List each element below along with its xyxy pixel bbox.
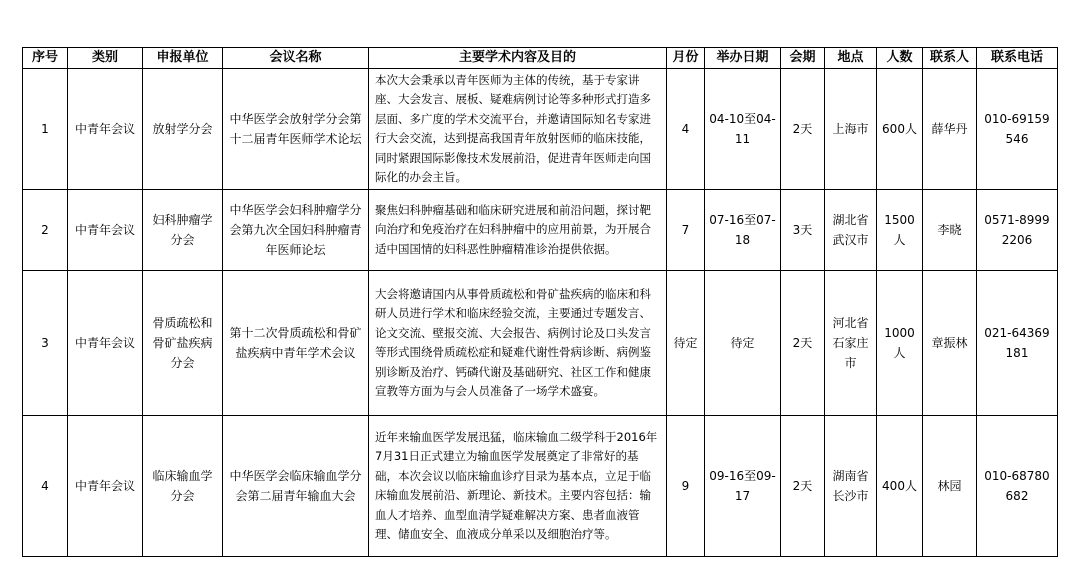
cell-purpose: 本次大会秉承以青年医师为主体的传统，基于专家讲座、大会发言、展板、疑难病例讨论等多种形式打造多层面、多广度的学术交流平台，并邀请国际知名专家进行大会交流，达到提高我国青年放射医师的临床技能，同时紧跟国际影像技术发展前沿，促进青年医师走向国际化的办会主旨。 (369, 69, 667, 190)
header-purpose: 主要学术内容及目的 (369, 48, 667, 69)
cell-purpose: 聚焦妇科肿瘤基础和临床研究进展和前沿问题，探讨靶向治疗和免疫治疗在妇科肿瘤中的应用前景，为开展合适中国国情的妇科恶性肿瘤精准诊治提供依据。 (369, 190, 667, 271)
header-contact: 联系人 (923, 48, 977, 69)
cell-location: 上海市 (825, 69, 877, 190)
header-date: 举办日期 (705, 48, 781, 69)
cell-month: 待定 (667, 271, 705, 416)
header-phone: 联系电话 (977, 48, 1058, 69)
cell-meeting-name: 中华医学会临床输血学分会第二届青年输血大会 (223, 416, 369, 557)
header-unit: 申报单位 (143, 48, 223, 69)
cell-location: 湖南省长沙市 (825, 416, 877, 557)
header-attendees: 人数 (877, 48, 923, 69)
cell-no: 2 (23, 190, 68, 271)
header-duration: 会期 (781, 48, 825, 69)
cell-purpose: 近年来输血医学发展迅猛，临床输血二级学科于2016年7月31日正式建立为输血医学发展奠定了非常好的基础，本次会议以临床输血诊疗目录为基本点，立足于临床输血发展前沿、新理论、新技术。主要内容包括：输血人才培养、血型血清学疑难解决方案、患者血液管理、储血安全、血液成分单采以及细胞治疗等。 (369, 416, 667, 557)
cell-unit: 妇科肿瘤学分会 (143, 190, 223, 271)
header-row (23, 48, 1058, 69)
header-no: 序号 (23, 48, 68, 69)
cell-meeting-name: 中华医学会妇科肿瘤学分会第九次全国妇科肿瘤青年医师论坛 (223, 190, 369, 271)
table-row (23, 271, 1058, 416)
cell-contact: 薛华丹 (923, 69, 977, 190)
cell-duration: 2天 (781, 271, 825, 416)
cell-month: 9 (667, 416, 705, 557)
cell-unit: 放射学分会 (143, 69, 223, 190)
cell-contact: 林园 (923, 416, 977, 557)
cell-attendees: 400人 (877, 416, 923, 557)
cell-meeting-name: 第十二次骨质疏松和骨矿盐疾病中青年学术会议 (223, 271, 369, 416)
cell-no: 3 (23, 271, 68, 416)
cell-no: 1 (23, 69, 68, 190)
cell-phone: 010-68780682 (977, 416, 1058, 557)
header-category: 类别 (68, 48, 143, 69)
table-row (23, 416, 1058, 557)
cell-duration: 2天 (781, 69, 825, 190)
cell-purpose: 大会将邀请国内从事骨质疏松和骨矿盐疾病的临床和科研人员进行学术和临床经验交流，主要通过专题发言、论文交流、壁报交流、大会报告、病例讨论及口头发言等形式围绕骨质疏松症和疑难代谢性骨病诊断、病例鉴别诊断及治疗、钙磷代谢及基础研究、社区工作和健康宣教等方面为与会人员准备了一场学术盛宴。 (369, 271, 667, 416)
cell-duration: 3天 (781, 190, 825, 271)
cell-meeting-name: 中华医学会放射学分会第十二届青年医师学术论坛 (223, 69, 369, 190)
cell-category: 中青年会议 (68, 69, 143, 190)
cell-location: 湖北省武汉市 (825, 190, 877, 271)
cell-date: 04-10至04-11 (705, 69, 781, 190)
cell-attendees: 1500人 (877, 190, 923, 271)
cell-attendees: 1000人 (877, 271, 923, 416)
header-month: 月份 (667, 48, 705, 69)
cell-no: 4 (23, 416, 68, 557)
cell-duration: 2天 (781, 416, 825, 557)
cell-category: 中青年会议 (68, 271, 143, 416)
header-location: 地点 (825, 48, 877, 69)
cell-month: 7 (667, 190, 705, 271)
cell-contact: 章振林 (923, 271, 977, 416)
cell-phone: 021-64369181 (977, 271, 1058, 416)
cell-attendees: 600人 (877, 69, 923, 190)
cell-date: 09-16至09-17 (705, 416, 781, 557)
cell-phone: 0571-89992206 (977, 190, 1058, 271)
cell-phone: 010-69159546 (977, 69, 1058, 190)
conference-table (22, 47, 1058, 557)
cell-contact: 李晓 (923, 190, 977, 271)
table-row (23, 190, 1058, 271)
cell-unit: 骨质疏松和骨矿盐疾病分会 (143, 271, 223, 416)
cell-month: 4 (667, 69, 705, 190)
cell-unit: 临床输血学分会 (143, 416, 223, 557)
cell-category: 中青年会议 (68, 416, 143, 557)
cell-category: 中青年会议 (68, 190, 143, 271)
cell-date: 07-16至07-18 (705, 190, 781, 271)
table-row (23, 69, 1058, 190)
cell-date: 待定 (705, 271, 781, 416)
cell-location: 河北省石家庄市 (825, 271, 877, 416)
header-meeting-name: 会议名称 (223, 48, 369, 69)
